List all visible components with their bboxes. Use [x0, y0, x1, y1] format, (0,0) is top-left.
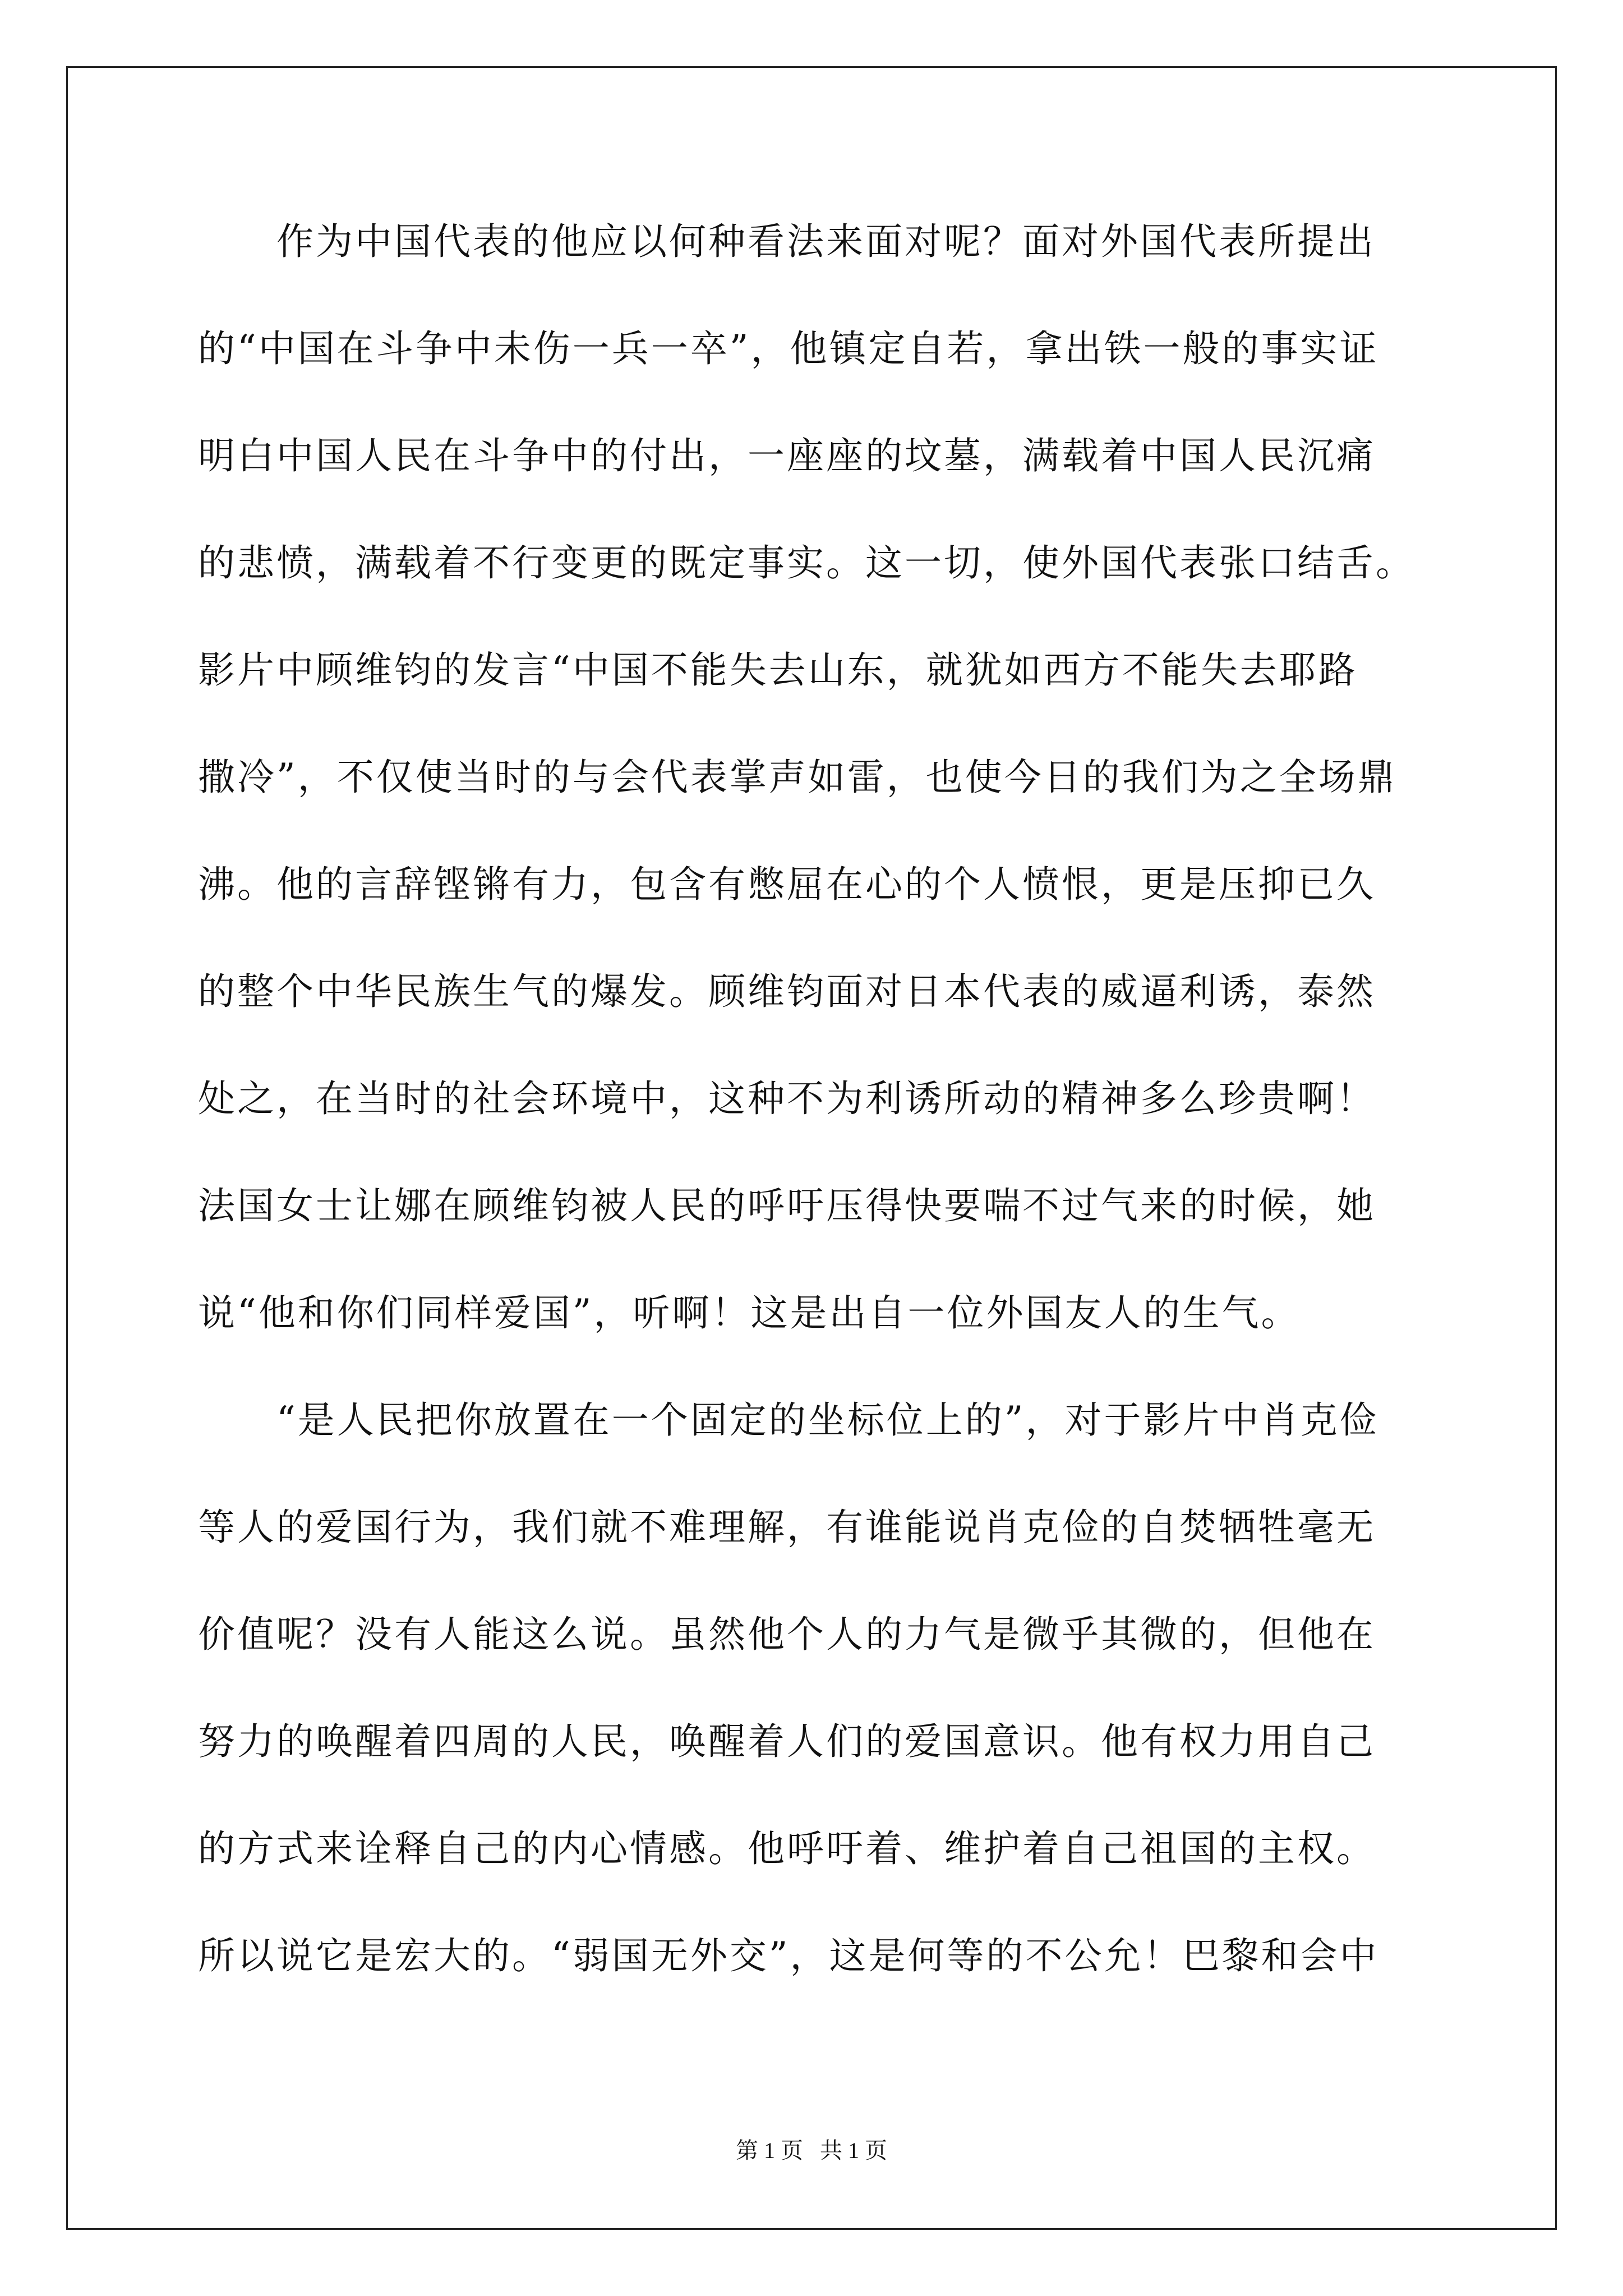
document-body: [198, 220, 1432, 2045]
text-line: 所以说它是宏大的。“弱国无外交”，这是何等的不公允！巴黎和会中: [198, 1934, 1379, 1977]
text-line: 的整个中华民族生气的爆发。顾维钧面对日本代表的威逼利诱，泰然: [198, 970, 1376, 1013]
text-line: 的方式来诠释自己的内心情感。他呼吁着、维护着自己祖国的主权。: [198, 1827, 1376, 1870]
text-line: 等人的爱国行为，我们就不难理解，有谁能说肖克俭的自焚牺牲毫无: [198, 1506, 1376, 1549]
text-line: “是人民把你放置在一个固定的坐标位上的”，对于影片中肖克俭: [276, 1398, 1379, 1442]
text-line: 的“中国在斗争中未伤一兵一卒”，他镇定自若，拿出铁一般的事实证: [198, 327, 1379, 370]
text-line: 撒冷”，不仅使当时的与会代表掌声如雷，也使今日的我们为之全场鼎: [198, 756, 1397, 799]
text-line: 的悲愤，满载着不行变更的既定事实。这一切，使外国代表张口结舌。: [198, 541, 1415, 585]
text-line: 努力的唤醒着四周的人民，唤醒着人们的爱国意识。他有权力用自己: [198, 1720, 1376, 1763]
text-line: 作为中国代表的他应以何种看法来面对呢？面对外国代表所提出: [276, 220, 1376, 263]
text-line: 处之，在当时的社会环境中，这种不为利诱所动的精神多么珍贵啊！: [198, 1077, 1376, 1120]
text-line: 明白中国人民在斗争中的付出，一座座的坟墓，满载着中国人民沉痛: [198, 434, 1376, 477]
text-line: 说“他和你们同样爱国”，听啊！这是出自一位外国友人的生气。: [198, 1291, 1301, 1335]
text-line: 法国女士让娜在顾维钧被人民的呼吁压得快要喘不过气来的时候，她: [198, 1184, 1376, 1227]
text-line: 价值呢？没有人能这么说。虽然他个人的力气是微乎其微的，但他在: [198, 1613, 1376, 1656]
text-line: 影片中顾维钧的发言“中国不能失去山东，就犹如西方不能失去耶路: [198, 648, 1358, 692]
text-line: 沸。他的言辞铿锵有力，包含有憋屈在心的个人愤恨，更是压抑已久: [198, 863, 1376, 906]
page-number-footer: 第 1 页 共 1 页: [736, 2138, 887, 2163]
